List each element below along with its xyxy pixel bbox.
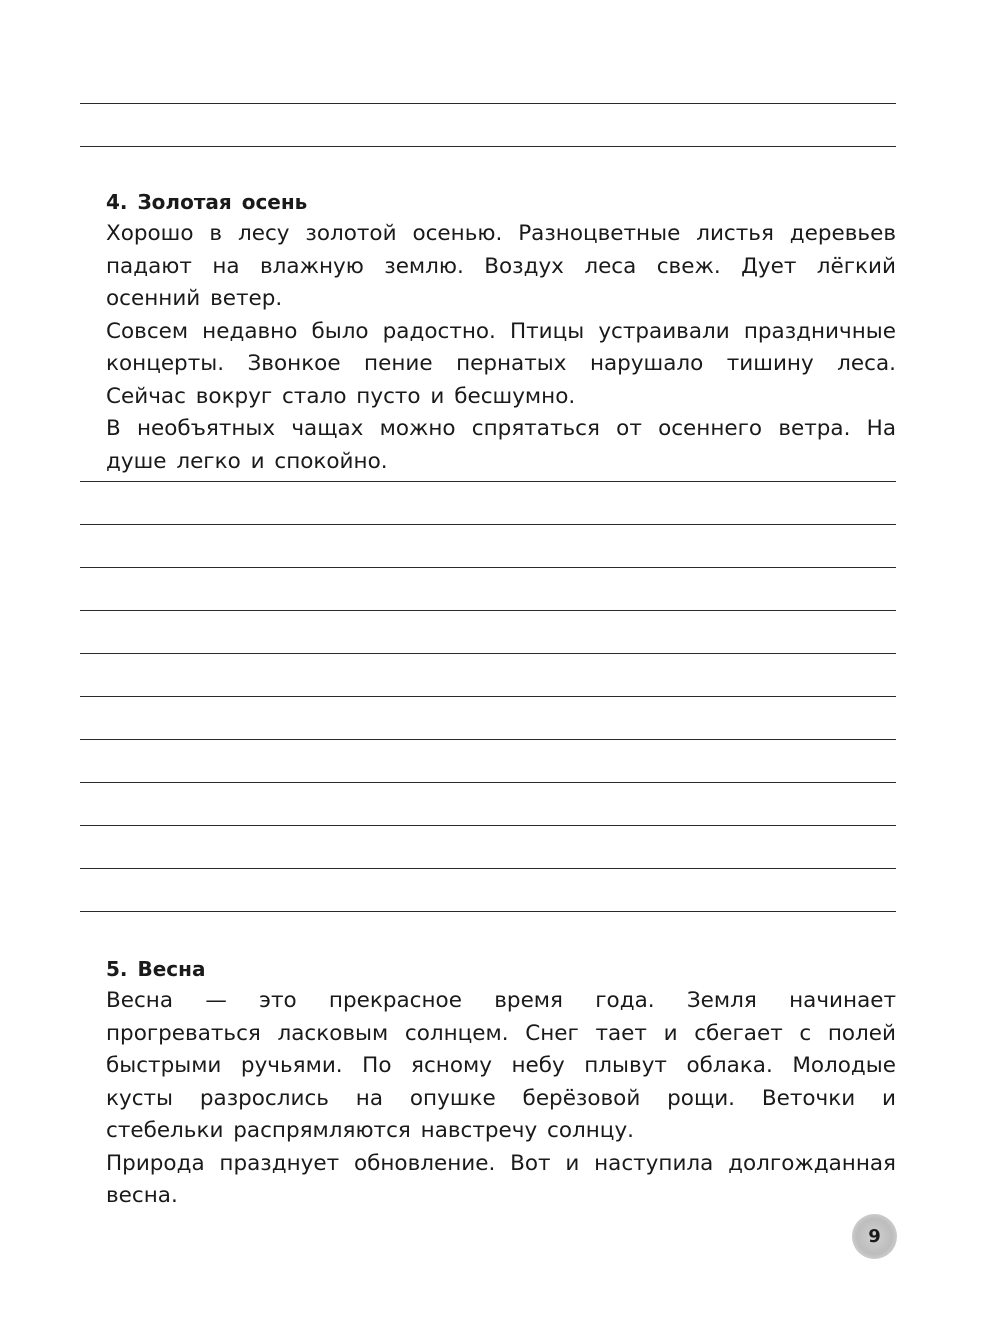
writing-line [80,782,896,783]
writing-line [80,825,896,826]
writing-line [80,653,896,654]
section-4-paragraph: Совсем недавно было радостно. Птицы устраивали праздничные концерты. Звонкое пение пернатых нарушало тишину леса. Сейчас вокруг стало пусто и бесшумно. [106,318,896,409]
writing-line [80,146,896,147]
writing-line [80,911,896,912]
writing-line [80,567,896,568]
section-5-text [106,985,896,1213]
section-5-paragraph: Весна — это прекрасное время года. Земля начинает прогреваться ласковым солнцем. Снег тает и сбегает с полей быстрыми ручьями. По ясному небу плывут облака. Молодые кусты разрослись на опушке берёзовой рощи. Веточки и стебельки распрямляются навстречу солнцу. [106,988,896,1143]
writing-line [80,610,896,611]
writing-line [80,696,896,697]
writing-line [80,739,896,740]
page-number: 9 [852,1214,897,1259]
writing-line [80,103,896,104]
section-4-text [106,218,896,478]
writing-line [80,868,896,869]
section-4-paragraph: Хорошо в лесу золотой осенью. Разноцветные листья деревьев падают на влажную землю. Воздух леса свеж. Дует лёгкий осенний ветер. [106,221,896,311]
section-5-heading: 5. Весна [106,957,206,981]
section-4-paragraph: В необъятных чащах можно спрятаться от осеннего ветра. На душе легко и спокойно. [106,416,896,474]
writing-line [80,481,896,482]
writing-line [80,524,896,525]
section-4-heading: 4. Золотая осень [106,190,308,214]
section-5-paragraph: Природа празднует обновление. Вот и наступила долгожданная весна. [106,1150,896,1208]
